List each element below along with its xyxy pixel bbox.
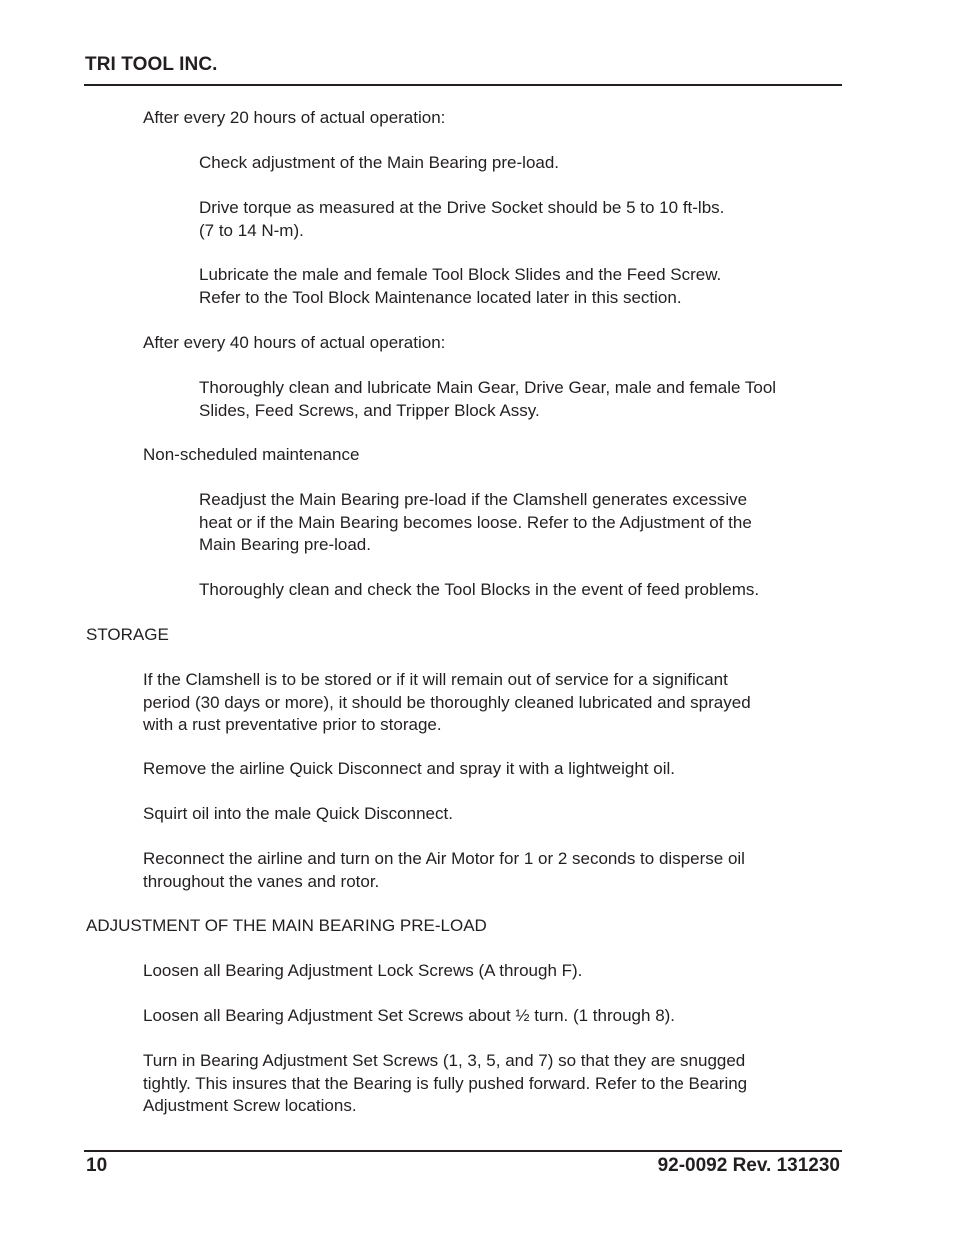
footer-rule — [84, 1150, 842, 1152]
document-revision: 92-0092 Rev. 131230 — [657, 1155, 840, 1176]
lubricate-slides-text-line1: Lubricate the male and female Tool Block Slides and the Feed Screw. — [199, 265, 722, 284]
turn-in-screws-text-line1: Turn in Bearing Adjustment Set Screws (1, 3, 5, and 7) so that they are snugged — [143, 1051, 746, 1070]
readjust-preload-text-line1: Readjust the Main Bearing pre-load if the Clamshell generates excessive — [199, 490, 748, 509]
reconnect-airline-text-line2: throughout the vanes and rotor. — [143, 871, 380, 891]
check-preload-text: Check adjustment of the Main Bearing pre-load. — [199, 153, 560, 172]
interval-20-hours-heading: After every 20 hours of actual operation: — [143, 108, 446, 127]
clean-lubricate-text-line2: Slides, Feed Screws, and Tripper Block Assy. — [199, 400, 540, 420]
company-name: TRI TOOL INC. — [85, 54, 218, 75]
readjust-preload-text-line3: Main Bearing pre-load. — [199, 535, 371, 554]
storage-text-line2: period (30 days or more), it should be thoroughly cleaned lubricated and sprayed — [143, 692, 751, 712]
header-rule — [84, 84, 842, 86]
lubricate-slides-text-line2: Refer to the Tool Block Maintenance located later in this section. — [199, 287, 682, 307]
interval-40-hours-heading: After every 40 hours of actual operation: — [143, 333, 446, 352]
clean-lubricate-text-line1: Thoroughly clean and lubricate Main Gear, Drive Gear, male and female Tool — [199, 378, 777, 397]
squirt-oil-text: Squirt oil into the male Quick Disconnect. — [143, 804, 453, 823]
non-scheduled-heading: Non-scheduled maintenance — [143, 445, 360, 464]
remove-disconnect-text: Remove the airline Quick Disconnect and spray it with a lightweight oil. — [143, 759, 675, 778]
drive-torque-text-line1: Drive torque as measured at the Drive Socket should be 5 to 10 ft-lbs. — [199, 198, 725, 217]
storage-heading: STORAGE — [86, 625, 169, 644]
adjustment-heading: ADJUSTMENT OF THE MAIN BEARING PRE-LOAD — [86, 916, 487, 935]
loosen-lock-screws-text: Loosen all Bearing Adjustment Lock Screws (A through F). — [143, 961, 583, 980]
readjust-preload-text-line2: heat or if the Main Bearing becomes loose. Refer to the Adjustment of the — [199, 512, 752, 532]
storage-text-line1: If the Clamshell is to be stored or if it will remain out of service for a significant — [143, 670, 728, 689]
turn-in-screws-text-line3: Adjustment Screw locations. — [143, 1096, 357, 1115]
loosen-set-screws-text: Loosen all Bearing Adjustment Set Screws about ½ turn. (1 through 8). — [143, 1006, 676, 1025]
page-number: 10 — [86, 1155, 108, 1176]
storage-text-line3: with a rust preventative prior to storage. — [143, 715, 442, 734]
reconnect-airline-text-line1: Reconnect the airline and turn on the Air Motor for 1 or 2 seconds to disperse oil — [143, 849, 745, 868]
turn-in-screws-text-line2: tightly. This insures that the Bearing is fully pushed forward. Refer to the Bearing — [143, 1073, 748, 1093]
feed-problems-text: Thoroughly clean and check the Tool Blocks in the event of feed problems. — [199, 580, 760, 599]
drive-torque-text-line2: (7 to 14 N-m). — [199, 220, 304, 240]
